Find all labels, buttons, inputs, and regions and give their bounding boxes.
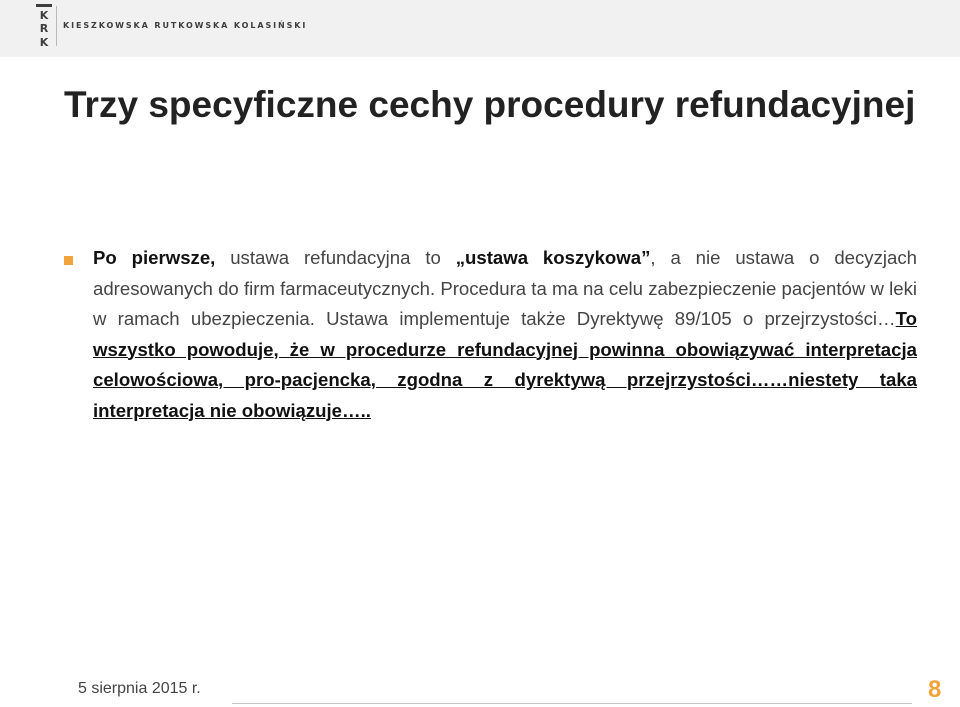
logo-letter-r: R <box>39 22 49 36</box>
logo-letter-k2: K <box>39 35 49 49</box>
logo-divider <box>56 6 57 46</box>
bullet-text <box>93 243 917 426</box>
bullet-lead: Po pierwsze, <box>93 247 216 268</box>
header-bar <box>0 0 960 57</box>
slide-title: Trzy specyficzne cechy procedury refundacyjnej <box>64 84 916 125</box>
bullet-key-term: „ustawa koszykowa” <box>455 247 651 268</box>
footer-divider <box>232 703 912 704</box>
bullet-text-part2: , a nie ustawa o decyzjach adresowanych do firm farmaceutycznych. Procedura ta ma na celu zabezpieczenie pacjentów w leki w ramach ubezpieczenia. Ustawa implementuje także Dyrektywę 89/105 o przejrzystości… <box>93 247 918 329</box>
page-number: 8 <box>928 676 942 703</box>
bullet-square-icon <box>64 256 73 265</box>
logo-bar-top <box>36 4 52 7</box>
firm-logo <box>34 4 54 48</box>
bullet-emphasis: To wszystko powoduje, że w procedurze refundacyjnej powinna obowiązywać interpretacja celowościowa, pro-pacjencka, zgodna z dyrektywą przejrzystości……niestety taka interpretacja nie obowiązuje….. <box>93 308 917 421</box>
bullet-text-part1: ustawa refundacyjna to <box>215 247 456 268</box>
footer-date: 5 sierpnia 2015 r. <box>78 680 201 697</box>
firm-name: KIESZKOWSKA RUTKOWSKA KOLASIŃSKI <box>63 21 308 30</box>
logo-letter-k1: K <box>39 8 49 22</box>
